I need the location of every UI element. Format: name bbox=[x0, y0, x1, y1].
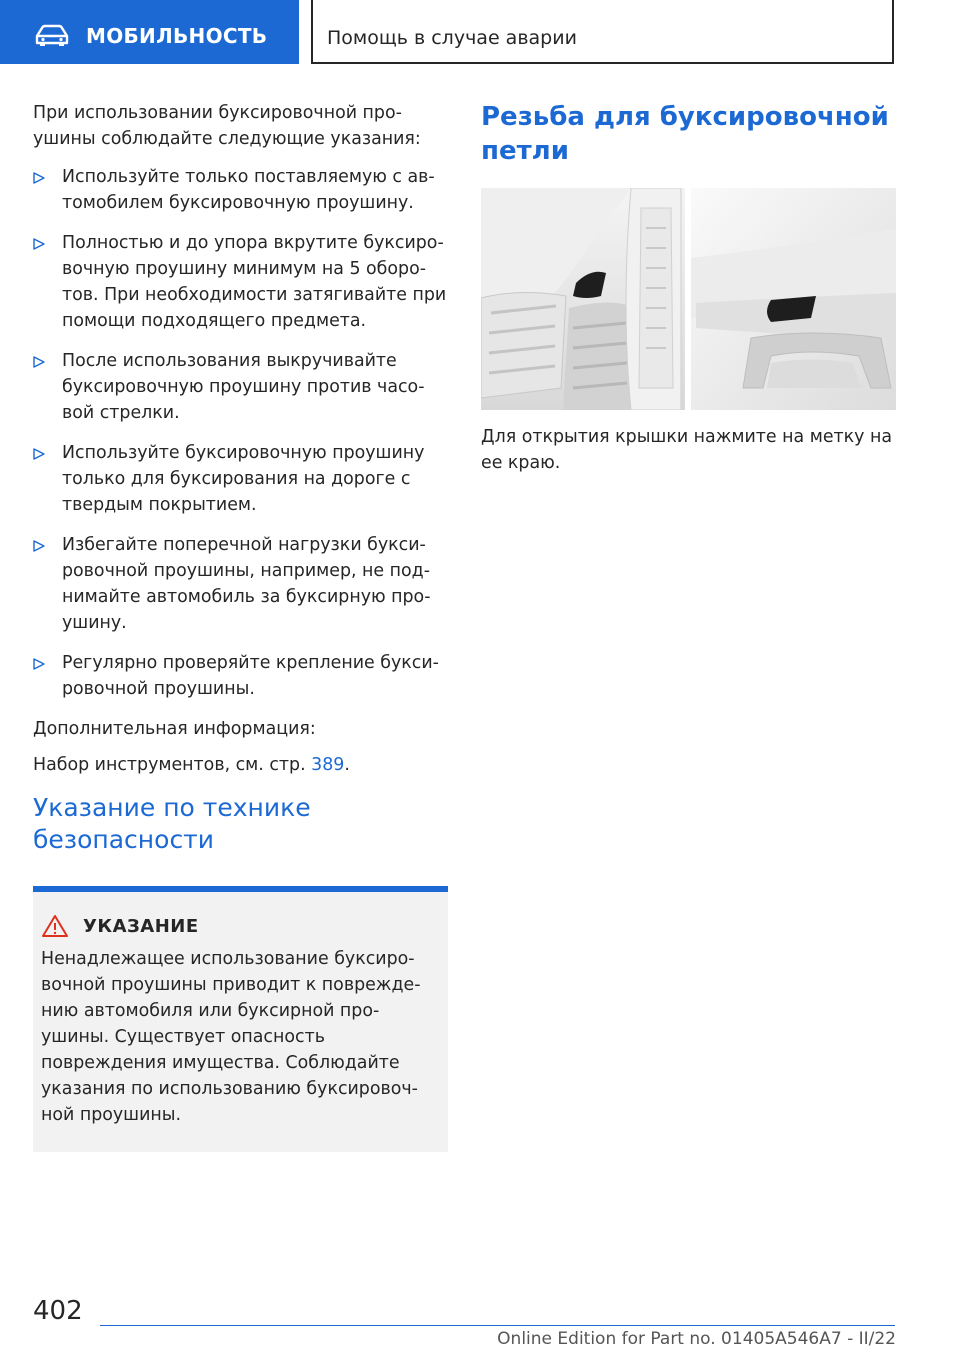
bullet-triangle-icon bbox=[33, 172, 45, 184]
list-item bbox=[33, 348, 448, 426]
list-item-text: Регулярно проверяйте крепление буксировочной проушины. bbox=[62, 653, 439, 699]
list-item bbox=[33, 650, 448, 702]
bumper-figure bbox=[481, 188, 896, 410]
additional-info-label: Дополнительная информация: bbox=[33, 719, 316, 739]
toolkit-ref-prefix: Набор инструментов, см. стр. bbox=[33, 755, 306, 775]
intro-text: При использовании буксировочной проушины соблюдайте следующие указания: bbox=[33, 103, 421, 149]
list-item bbox=[33, 532, 448, 636]
warning-text: Ненадлежащее использование буксировочной проушины приводит к повреждению автомобиля или буксирной проушины. Существует опасность повреждения имущества. Соблюдайте указания по использованию буксировочной проушины. bbox=[41, 949, 421, 1125]
instruction-list bbox=[33, 164, 448, 702]
section-tab bbox=[0, 0, 299, 64]
bullet-triangle-icon bbox=[33, 238, 45, 250]
bullet-triangle-icon bbox=[33, 658, 45, 670]
chapter-header bbox=[311, 0, 894, 64]
safety-heading: Указание по технике безопасности bbox=[33, 793, 311, 854]
bullet-triangle-icon bbox=[33, 448, 45, 460]
warning-title: УКАЗАНИЕ bbox=[83, 915, 199, 937]
page-number: 402 bbox=[33, 1296, 83, 1326]
tow-thread-heading: Резьба для буксировочной петли bbox=[481, 102, 889, 166]
bumper-illustration bbox=[481, 188, 896, 410]
left-column bbox=[33, 100, 448, 1152]
list-item-text: Полностью и до упора вкрутите буксировочную проушину минимум на 5 оборотов. При необходимости затягивайте при помощи подходящего предмета. bbox=[62, 233, 447, 331]
list-item bbox=[33, 440, 448, 518]
footer-divider bbox=[100, 1325, 895, 1326]
list-item bbox=[33, 164, 448, 216]
warning-header bbox=[41, 914, 436, 938]
section-title: МОБИЛЬНОСТЬ bbox=[86, 24, 268, 48]
warning-triangle-icon bbox=[41, 914, 69, 938]
chapter-title: Помощь в случае аварии bbox=[327, 27, 577, 49]
edition-footer: Online Edition for Part no. 01405A546A7 - II/22 bbox=[497, 1329, 896, 1349]
list-item-text: Используйте буксировочную проушину только для буксирования на дороге с твердым покрытием. bbox=[62, 443, 425, 515]
toolkit-ref-suffix: . bbox=[344, 755, 350, 775]
figure-caption: Для открытия крышки нажмите на метку на ее краю. bbox=[481, 427, 893, 473]
car-icon bbox=[34, 24, 70, 46]
bullet-triangle-icon bbox=[33, 540, 45, 552]
list-item-text: После использования выкручивайте буксировочную проушину против часовой стрелки. bbox=[62, 351, 425, 423]
list-item bbox=[33, 230, 448, 334]
additional-info bbox=[33, 716, 448, 778]
list-item-text: Используйте только поставляемую с автомобилем буксировочную проушину. bbox=[62, 167, 435, 213]
bullet-triangle-icon bbox=[33, 356, 45, 368]
list-item-text: Избегайте поперечной нагрузки буксировочной проушины, например, не поднимайте автомобиль за буксирную проушину. bbox=[62, 535, 431, 633]
warning-box bbox=[33, 886, 448, 1152]
right-column bbox=[481, 100, 896, 476]
page-link[interactable]: 389 bbox=[311, 755, 345, 775]
toolkit-reference bbox=[33, 752, 448, 778]
